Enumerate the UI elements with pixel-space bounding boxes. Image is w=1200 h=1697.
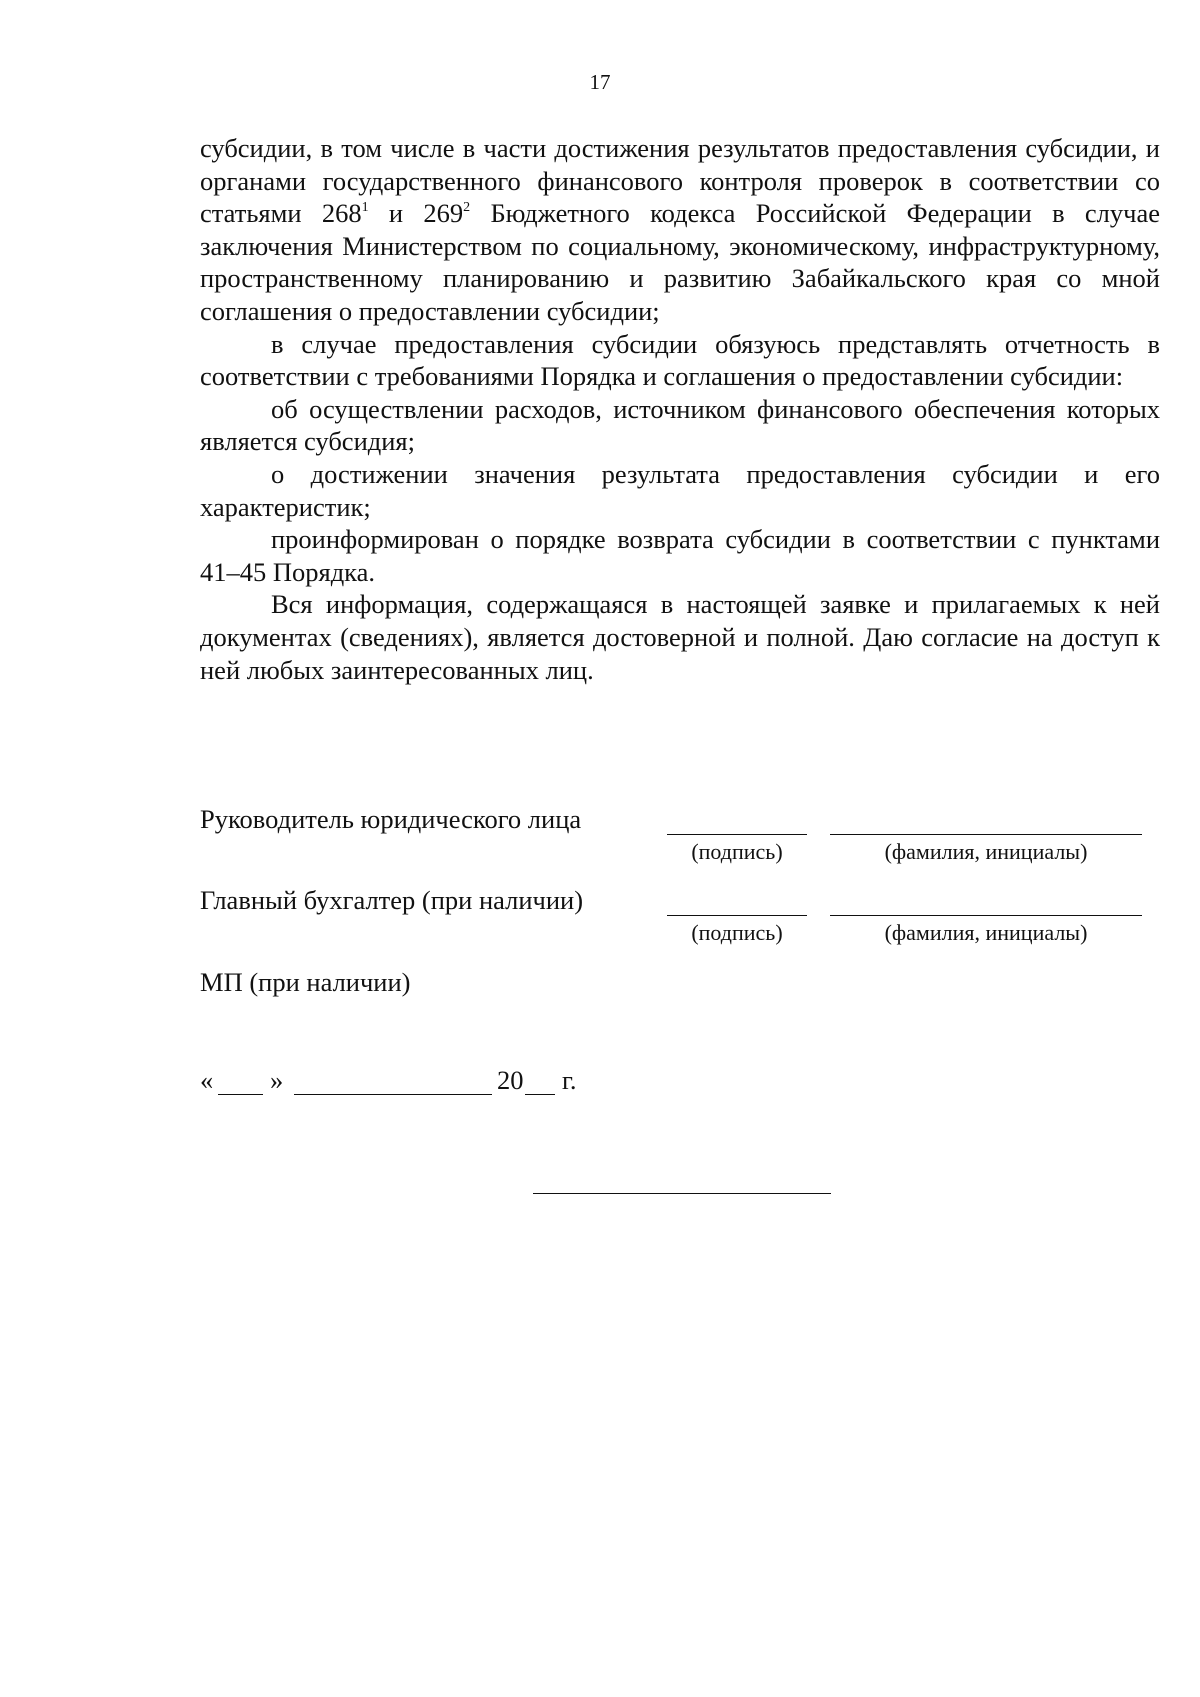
stamp-label: МП (при наличии)	[200, 967, 411, 997]
body-text	[200, 132, 1160, 686]
paragraph-consent: Вся информация, содержащаяся в настоящей заявке и прилагаемых к ней документах (сведениях), является достоверной и полной. Даю согласие на доступ к ней любых заинтересованных лиц.	[200, 589, 1160, 685]
footnote-mark: 2	[463, 200, 471, 216]
accountant-signature-caption: (подпись)	[691, 920, 783, 945]
head-signature-line[interactable]	[667, 834, 807, 835]
date-close-quote: »	[270, 1065, 284, 1095]
date-month-line[interactable]	[294, 1094, 492, 1095]
paragraph-text: субсидии, в том числе в части достижения результатов предоставления субсидии, и органами государственного финансового контроля проверок в соответствии со статьями 268	[200, 133, 1160, 229]
date-year-suffix: г.	[562, 1065, 577, 1095]
date-year-prefix: 20	[497, 1065, 524, 1095]
date-open-quote: «	[200, 1065, 214, 1095]
paragraph-reporting: в случае предоставления субсидии обязуюсь представлять отчетность в соответствии с требованиями Порядка и соглашения о предоставлении субсидии:	[200, 328, 1160, 392]
date-year-line[interactable]	[525, 1094, 555, 1095]
page-number: 17	[589, 70, 611, 94]
accountant-name-line[interactable]	[830, 915, 1142, 916]
paragraph-text: и 269	[368, 198, 464, 229]
head-name-line[interactable]	[830, 834, 1142, 835]
date-day-line[interactable]	[218, 1094, 263, 1095]
paragraph-continuation	[200, 132, 1160, 328]
paragraph-refund: проинформирован о порядке возврата субсидии в соответствии с пунктами 41–45 Порядка.	[200, 524, 1160, 587]
paragraph-results: о достижении значения результата предоставления субсидии и его характеристик;	[200, 458, 1160, 522]
head-name-caption: (фамилия, инициалы)	[884, 839, 1088, 864]
head-signature-caption: (подпись)	[691, 839, 783, 864]
paragraph-text: Бюджетного кодекса Российской Федерации в случае заключения Министерством по социальному, экономическому, инфраструктурному, пространственному планированию и развитию Забайкальского края со мной соглашения о предоставлении субсидии;	[200, 198, 1160, 326]
closing-separator-line	[533, 1193, 831, 1194]
head-signature-label: Руководитель юридического лица	[200, 804, 582, 834]
accountant-signature-label: Главный бухгалтер (при наличии)	[200, 885, 584, 915]
accountant-signature-line[interactable]	[667, 915, 807, 916]
accountant-name-caption: (фамилия, инициалы)	[884, 920, 1088, 945]
footnote-mark: 1	[361, 200, 369, 216]
paragraph-expenses: об осуществлении расходов, источником финансового обеспечения которых является субсидия;	[200, 393, 1160, 457]
